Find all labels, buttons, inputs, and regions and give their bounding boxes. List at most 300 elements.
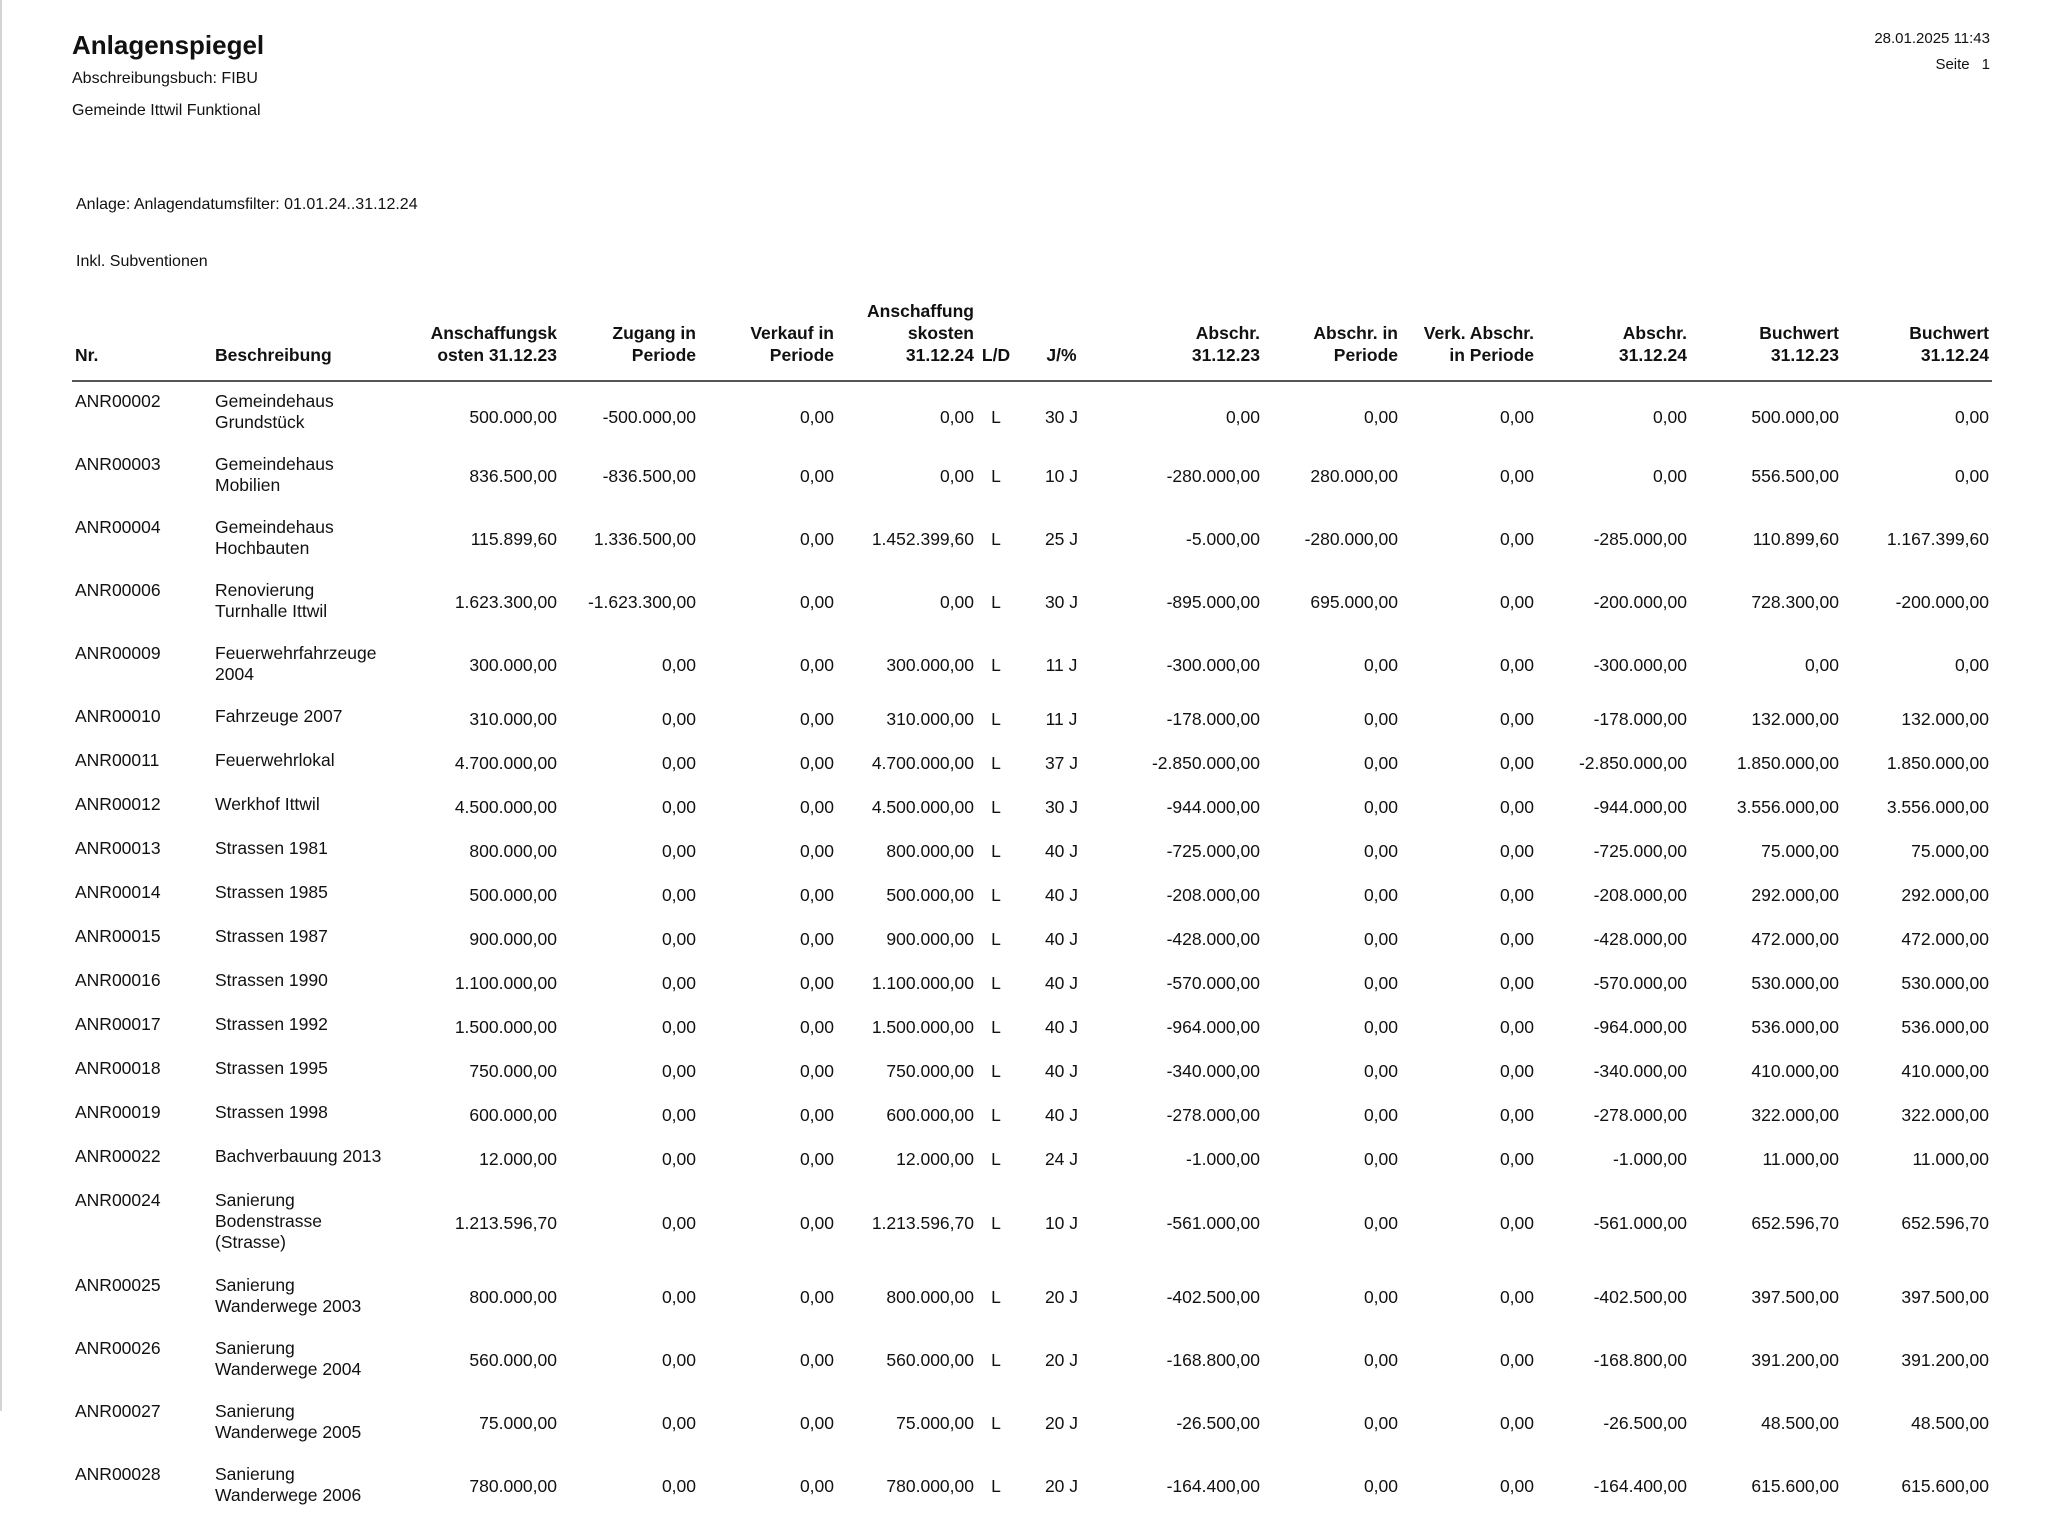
page-indicator bbox=[1923, 56, 1990, 73]
description-line: Sanierung bbox=[215, 1190, 295, 1210]
table-row bbox=[72, 1181, 1992, 1266]
cell-method: L bbox=[991, 708, 1001, 729]
cell-book-value-2024: 397.500,00 bbox=[1901, 1287, 1989, 1307]
cell-nr: ANR00017 bbox=[75, 1014, 161, 1034]
cell-description bbox=[212, 1455, 409, 1518]
cell-description bbox=[212, 1266, 409, 1329]
cell-depr-2024: -200.000,00 bbox=[1593, 592, 1687, 612]
description-line: Renovierung bbox=[215, 580, 315, 600]
cell-book-value-2024: 0,00 bbox=[1954, 466, 1989, 486]
table-row bbox=[72, 1266, 1992, 1329]
description-line: Wanderwege 2004 bbox=[215, 1359, 362, 1379]
description-line: Gemeindehaus bbox=[215, 454, 334, 474]
table-row bbox=[72, 508, 1992, 571]
cell-nr: ANR00014 bbox=[75, 882, 161, 902]
cell-years: 30 J bbox=[1044, 407, 1079, 427]
cell-depr-2024: 0,00 bbox=[1652, 407, 1687, 427]
cell-depr-2023: -164.400,00 bbox=[1166, 1476, 1260, 1496]
cell-disposal-depr: 0,00 bbox=[1499, 1287, 1534, 1307]
cell-nr: ANR00018 bbox=[75, 1058, 161, 1078]
cell-acq-cost-2023: 12.000,00 bbox=[479, 1148, 557, 1169]
description-line: Strassen 1992 bbox=[215, 1014, 328, 1034]
col-header-acq-cost-2023: Anschaffungsk osten 31.12.23 bbox=[409, 300, 560, 381]
cell-disposals: 0,00 bbox=[799, 840, 834, 861]
cell-book-value-2023: 728.300,00 bbox=[1751, 592, 1839, 612]
cell-depr-2023: -340.000,00 bbox=[1166, 1060, 1260, 1081]
cell-additions: 0,00 bbox=[661, 796, 696, 817]
cell-acq-cost-2024: 1.452.399,60 bbox=[871, 529, 974, 549]
cell-acq-cost-2024: 500.000,00 bbox=[886, 884, 974, 905]
cell-description bbox=[212, 1137, 409, 1181]
cell-book-value-2024: 530.000,00 bbox=[1901, 972, 1989, 993]
col-header-book-value-2023: Buchwert 31.12.23 bbox=[1690, 300, 1842, 381]
cell-additions: 0,00 bbox=[661, 972, 696, 993]
cell-depr-2024: -285.000,00 bbox=[1593, 529, 1687, 549]
cell-depr-2023: -895.000,00 bbox=[1166, 592, 1260, 612]
cell-book-value-2023: 75.000,00 bbox=[1761, 840, 1839, 861]
cell-acq-cost-2024: 12.000,00 bbox=[896, 1148, 974, 1169]
cell-description bbox=[212, 873, 409, 917]
cell-book-value-2023: 536.000,00 bbox=[1751, 1016, 1839, 1037]
cell-acq-cost-2023: 500.000,00 bbox=[469, 884, 557, 905]
cell-acq-cost-2024: 900.000,00 bbox=[886, 928, 974, 949]
table-row bbox=[72, 1093, 1992, 1137]
cell-acq-cost-2023: 900.000,00 bbox=[469, 928, 557, 949]
report-title: Anlagenspiegel bbox=[72, 30, 265, 60]
table-row bbox=[72, 381, 1992, 445]
cell-method: L bbox=[991, 529, 1001, 549]
description-line: Strassen 1998 bbox=[215, 1102, 328, 1122]
cell-additions: 0,00 bbox=[661, 1413, 696, 1433]
cell-acq-cost-2023: 500.000,00 bbox=[469, 407, 557, 427]
cell-nr: ANR00009 bbox=[75, 643, 161, 663]
description-line: (Strasse) bbox=[215, 1232, 286, 1252]
cell-depr-period: 0,00 bbox=[1363, 1104, 1398, 1125]
cell-depr-2023: -1.000,00 bbox=[1186, 1148, 1260, 1169]
cell-depr-period: 0,00 bbox=[1363, 928, 1398, 949]
cell-disposals: 0,00 bbox=[799, 655, 834, 675]
cell-acq-cost-2023: 800.000,00 bbox=[469, 840, 557, 861]
cell-depr-period: 0,00 bbox=[1363, 1350, 1398, 1370]
cell-disposal-depr: 0,00 bbox=[1499, 1148, 1534, 1169]
col-header-depr-2024: Abschr. 31.12.24 bbox=[1537, 300, 1690, 381]
cell-depr-2024: -208.000,00 bbox=[1593, 884, 1687, 905]
cell-method: L bbox=[991, 1016, 1001, 1037]
cell-disposals: 0,00 bbox=[799, 1016, 834, 1037]
cell-acq-cost-2023: 4.500.000,00 bbox=[454, 796, 557, 817]
company-name: Gemeinde Ittwil Funktional bbox=[72, 102, 261, 119]
cell-acq-cost-2024: 600.000,00 bbox=[886, 1104, 974, 1125]
cell-nr: ANR00022 bbox=[75, 1146, 161, 1166]
report-datetime: 28.01.2025 11:43 bbox=[1874, 30, 1990, 47]
cell-acq-cost-2024: 0,00 bbox=[939, 466, 974, 486]
col-header-years: J/% bbox=[1015, 300, 1108, 381]
cell-depr-2024: -300.000,00 bbox=[1593, 655, 1687, 675]
cell-disposal-depr: 0,00 bbox=[1499, 884, 1534, 905]
cell-years: 40 J bbox=[1044, 928, 1079, 949]
cell-acq-cost-2023: 1.500.000,00 bbox=[454, 1016, 557, 1037]
cell-description bbox=[212, 1049, 409, 1093]
cell-acq-cost-2023: 836.500,00 bbox=[469, 466, 557, 486]
cell-additions: 0,00 bbox=[661, 884, 696, 905]
cell-acq-cost-2024: 1.500.000,00 bbox=[871, 1016, 974, 1037]
cell-book-value-2024: 3.556.000,00 bbox=[1886, 796, 1989, 817]
cell-book-value-2023: 530.000,00 bbox=[1751, 972, 1839, 993]
cell-disposal-depr: 0,00 bbox=[1499, 1060, 1534, 1081]
table-row bbox=[72, 1392, 1992, 1455]
cell-years: 40 J bbox=[1044, 972, 1079, 993]
cell-book-value-2023: 3.556.000,00 bbox=[1736, 796, 1839, 817]
cell-book-value-2024: 0,00 bbox=[1954, 655, 1989, 675]
cell-additions: -500.000,00 bbox=[602, 407, 696, 427]
table-row bbox=[72, 697, 1992, 741]
cell-depr-2023: -168.800,00 bbox=[1166, 1350, 1260, 1370]
cell-nr: ANR00019 bbox=[75, 1102, 161, 1122]
description-line: Gemeindehaus bbox=[215, 517, 334, 537]
cell-description bbox=[212, 961, 409, 1005]
cell-description bbox=[212, 381, 409, 445]
cell-book-value-2023: 410.000,00 bbox=[1751, 1060, 1839, 1081]
table-row bbox=[72, 917, 1992, 961]
cell-book-value-2023: 322.000,00 bbox=[1751, 1104, 1839, 1125]
cell-disposal-depr: 0,00 bbox=[1499, 592, 1534, 612]
cell-acq-cost-2023: 1.213.596,70 bbox=[454, 1213, 557, 1233]
page-number: 1 bbox=[1981, 56, 1990, 73]
cell-description bbox=[212, 829, 409, 873]
cell-description bbox=[212, 917, 409, 961]
col-header-disposals: Verkauf in Periode bbox=[699, 300, 837, 381]
cell-method: L bbox=[991, 592, 1001, 612]
description-line: Mobilien bbox=[215, 475, 281, 495]
cell-depr-period: 0,00 bbox=[1363, 1476, 1398, 1496]
col-header-additions: Zugang in Periode bbox=[560, 300, 699, 381]
cell-book-value-2023: 391.200,00 bbox=[1751, 1350, 1839, 1370]
cell-depr-2023: -280.000,00 bbox=[1166, 466, 1260, 486]
cell-years: 11 J bbox=[1045, 708, 1078, 729]
description-line: Grundstück bbox=[215, 412, 305, 432]
cell-depr-period: 0,00 bbox=[1363, 884, 1398, 905]
asset-table-body bbox=[72, 381, 1992, 1518]
description-line: Feuerwehrfahrzeuge bbox=[215, 643, 377, 663]
cell-acq-cost-2023: 310.000,00 bbox=[469, 708, 557, 729]
cell-disposal-depr: 0,00 bbox=[1499, 752, 1534, 773]
table-row bbox=[72, 445, 1992, 508]
cell-nr: ANR00013 bbox=[75, 838, 161, 858]
cell-depr-period: 0,00 bbox=[1363, 655, 1398, 675]
cell-depr-period: 0,00 bbox=[1363, 1213, 1398, 1233]
col-header-book-value-2024: Buchwert 31.12.24 bbox=[1842, 300, 1992, 381]
cell-description bbox=[212, 785, 409, 829]
cell-book-value-2024: 48.500,00 bbox=[1911, 1413, 1989, 1433]
cell-disposals: 0,00 bbox=[799, 529, 834, 549]
cell-years: 40 J bbox=[1044, 840, 1079, 861]
table-row bbox=[72, 1137, 1992, 1181]
cell-disposal-depr: 0,00 bbox=[1499, 1016, 1534, 1037]
cell-acq-cost-2024: 0,00 bbox=[939, 592, 974, 612]
cell-method: L bbox=[991, 796, 1001, 817]
cell-years: 24 J bbox=[1044, 1148, 1079, 1169]
col-header-method: L/D bbox=[977, 300, 1015, 381]
description-line: Wanderwege 2005 bbox=[215, 1422, 362, 1442]
cell-method: L bbox=[991, 840, 1001, 861]
cell-book-value-2023: 48.500,00 bbox=[1761, 1413, 1839, 1433]
subsidy-note: Inkl. Subventionen bbox=[76, 253, 208, 270]
cell-disposal-depr: 0,00 bbox=[1499, 796, 1534, 817]
cell-disposal-depr: 0,00 bbox=[1499, 1213, 1534, 1233]
cell-depr-period: 0,00 bbox=[1363, 752, 1398, 773]
cell-depr-2023: -561.000,00 bbox=[1166, 1213, 1260, 1233]
cell-book-value-2023: 132.000,00 bbox=[1751, 708, 1839, 729]
cell-depr-2024: -340.000,00 bbox=[1593, 1060, 1687, 1081]
cell-depr-period: 0,00 bbox=[1363, 407, 1398, 427]
description-line: Feuerwehrlokal bbox=[215, 750, 335, 770]
cell-method: L bbox=[991, 1350, 1001, 1370]
cell-acq-cost-2023: 1.100.000,00 bbox=[454, 972, 557, 993]
cell-acq-cost-2023: 560.000,00 bbox=[469, 1350, 557, 1370]
table-row bbox=[72, 873, 1992, 917]
cell-depr-2023: -570.000,00 bbox=[1166, 972, 1260, 993]
cell-book-value-2023: 292.000,00 bbox=[1751, 884, 1839, 905]
cell-nr: ANR00012 bbox=[75, 794, 161, 814]
cell-additions: 0,00 bbox=[661, 1476, 696, 1496]
cell-acq-cost-2024: 780.000,00 bbox=[886, 1476, 974, 1496]
cell-book-value-2024: 132.000,00 bbox=[1901, 708, 1989, 729]
cell-nr: ANR00015 bbox=[75, 926, 161, 946]
cell-disposals: 0,00 bbox=[799, 1060, 834, 1081]
cell-disposal-depr: 0,00 bbox=[1499, 1104, 1534, 1125]
cell-acq-cost-2024: 1.213.596,70 bbox=[871, 1213, 974, 1233]
cell-additions: 1.336.500,00 bbox=[593, 529, 696, 549]
table-row bbox=[72, 634, 1992, 697]
table-row bbox=[72, 961, 1992, 1005]
description-line: Wanderwege 2006 bbox=[215, 1485, 362, 1505]
cell-depr-period: 0,00 bbox=[1363, 708, 1398, 729]
cell-years: 40 J bbox=[1044, 1016, 1079, 1037]
cell-nr: ANR00028 bbox=[75, 1464, 161, 1484]
cell-depr-period: 0,00 bbox=[1363, 1016, 1398, 1037]
cell-depr-period: 695.000,00 bbox=[1310, 592, 1398, 612]
cell-disposal-depr: 0,00 bbox=[1499, 928, 1534, 949]
cell-additions: 0,00 bbox=[661, 752, 696, 773]
cell-book-value-2024: 410.000,00 bbox=[1901, 1060, 1989, 1081]
cell-method: L bbox=[991, 655, 1001, 675]
cell-disposals: 0,00 bbox=[799, 407, 834, 427]
description-line: Strassen 1985 bbox=[215, 882, 328, 902]
cell-method: L bbox=[991, 466, 1001, 486]
cell-description bbox=[212, 571, 409, 634]
cell-years: 20 J bbox=[1044, 1287, 1079, 1307]
cell-acq-cost-2023: 600.000,00 bbox=[469, 1104, 557, 1125]
cell-disposals: 0,00 bbox=[799, 466, 834, 486]
table-row bbox=[72, 1329, 1992, 1392]
cell-book-value-2024: 472.000,00 bbox=[1901, 928, 1989, 949]
cell-method: L bbox=[991, 1287, 1001, 1307]
cell-additions: 0,00 bbox=[661, 1350, 696, 1370]
cell-depr-2024: -1.000,00 bbox=[1613, 1148, 1687, 1169]
cell-book-value-2023: 500.000,00 bbox=[1751, 407, 1839, 427]
cell-additions: 0,00 bbox=[661, 708, 696, 729]
cell-depr-2023: -278.000,00 bbox=[1166, 1104, 1260, 1125]
cell-depr-2023: -300.000,00 bbox=[1166, 655, 1260, 675]
description-line: 2004 bbox=[215, 664, 254, 684]
table-row bbox=[72, 1455, 1992, 1518]
cell-acq-cost-2023: 750.000,00 bbox=[469, 1060, 557, 1081]
cell-additions: 0,00 bbox=[661, 1213, 696, 1233]
header-row bbox=[72, 300, 1992, 381]
cell-years: 11 J bbox=[1045, 655, 1078, 675]
page-label: Seite bbox=[1935, 56, 1970, 73]
cell-years: 10 J bbox=[1044, 1213, 1079, 1233]
cell-book-value-2024: 1.850.000,00 bbox=[1886, 752, 1989, 773]
description-line: Sanierung bbox=[215, 1275, 295, 1295]
cell-disposal-depr: 0,00 bbox=[1499, 529, 1534, 549]
cell-description bbox=[212, 1005, 409, 1049]
cell-acq-cost-2024: 75.000,00 bbox=[896, 1413, 974, 1433]
cell-nr: ANR00004 bbox=[75, 517, 161, 537]
cell-acq-cost-2024: 4.500.000,00 bbox=[871, 796, 974, 817]
cell-additions: 0,00 bbox=[661, 928, 696, 949]
col-header-acq-cost-2024: Anschaffung skosten 31.12.24 bbox=[837, 300, 977, 381]
cell-acq-cost-2024: 1.100.000,00 bbox=[871, 972, 974, 993]
cell-depr-2023: -402.500,00 bbox=[1166, 1287, 1260, 1307]
cell-depr-period: 0,00 bbox=[1363, 840, 1398, 861]
cell-disposal-depr: 0,00 bbox=[1499, 1476, 1534, 1496]
cell-disposals: 0,00 bbox=[799, 1287, 834, 1307]
table-row bbox=[72, 571, 1992, 634]
cell-disposal-depr: 0,00 bbox=[1499, 655, 1534, 675]
cell-method: L bbox=[991, 1060, 1001, 1081]
cell-book-value-2024: 292.000,00 bbox=[1901, 884, 1989, 905]
cell-method: L bbox=[991, 1413, 1001, 1433]
cell-depr-2023: -944.000,00 bbox=[1166, 796, 1260, 817]
description-line: Bachverbauung 2013 bbox=[215, 1146, 382, 1166]
cell-description bbox=[212, 1093, 409, 1137]
cell-disposal-depr: 0,00 bbox=[1499, 1413, 1534, 1433]
cell-book-value-2023: 1.850.000,00 bbox=[1736, 752, 1839, 773]
cell-book-value-2024: 75.000,00 bbox=[1911, 840, 1989, 861]
cell-disposal-depr: 0,00 bbox=[1499, 466, 1534, 486]
cell-additions: 0,00 bbox=[661, 1148, 696, 1169]
cell-book-value-2024: 391.200,00 bbox=[1901, 1350, 1989, 1370]
asset-table bbox=[72, 300, 1992, 1518]
description-line: Strassen 1990 bbox=[215, 970, 328, 990]
cell-description bbox=[212, 697, 409, 741]
cell-disposals: 0,00 bbox=[799, 1148, 834, 1169]
cell-disposal-depr: 0,00 bbox=[1499, 840, 1534, 861]
description-line: Fahrzeuge 2007 bbox=[215, 706, 343, 726]
cell-depr-2024: -178.000,00 bbox=[1593, 708, 1687, 729]
cell-acq-cost-2024: 750.000,00 bbox=[886, 1060, 974, 1081]
cell-years: 20 J bbox=[1044, 1413, 1079, 1433]
cell-book-value-2024: 1.167.399,60 bbox=[1886, 529, 1989, 549]
table-row bbox=[72, 1049, 1992, 1093]
cell-book-value-2023: 615.600,00 bbox=[1751, 1476, 1839, 1496]
cell-additions: 0,00 bbox=[661, 840, 696, 861]
cell-acq-cost-2023: 115.899,60 bbox=[470, 529, 557, 549]
description-line: Sanierung bbox=[215, 1338, 295, 1358]
cell-depr-2023: -964.000,00 bbox=[1166, 1016, 1260, 1037]
cell-acq-cost-2023: 300.000,00 bbox=[469, 655, 557, 675]
cell-description bbox=[212, 508, 409, 571]
cell-method: L bbox=[991, 407, 1001, 427]
cell-years: 30 J bbox=[1044, 592, 1079, 612]
col-header-disposal-depr: Verk. Abschr. in Periode bbox=[1401, 300, 1537, 381]
table-row bbox=[72, 1005, 1992, 1049]
cell-depr-period: -280.000,00 bbox=[1304, 529, 1398, 549]
cell-nr: ANR00006 bbox=[75, 580, 161, 600]
col-header-depr-2023: Abschr. 31.12.23 bbox=[1108, 300, 1263, 381]
cell-acq-cost-2023: 75.000,00 bbox=[479, 1413, 557, 1433]
cell-depr-2024: -561.000,00 bbox=[1593, 1213, 1687, 1233]
cell-depr-period: 0,00 bbox=[1363, 1287, 1398, 1307]
cell-description bbox=[212, 741, 409, 785]
cell-acq-cost-2023: 800.000,00 bbox=[469, 1287, 557, 1307]
cell-book-value-2024: 322.000,00 bbox=[1901, 1104, 1989, 1125]
cell-depr-2024: -570.000,00 bbox=[1593, 972, 1687, 993]
cell-disposals: 0,00 bbox=[799, 592, 834, 612]
description-line: Sanierung bbox=[215, 1464, 295, 1484]
cell-nr: ANR00025 bbox=[75, 1275, 161, 1295]
cell-depr-2024: -278.000,00 bbox=[1593, 1104, 1687, 1125]
cell-additions: 0,00 bbox=[661, 1104, 696, 1125]
cell-book-value-2023: 472.000,00 bbox=[1751, 928, 1839, 949]
description-line: Werkhof Ittwil bbox=[215, 794, 320, 814]
cell-depr-2023: -725.000,00 bbox=[1166, 840, 1260, 861]
cell-disposals: 0,00 bbox=[799, 1476, 834, 1496]
cell-additions: 0,00 bbox=[661, 1287, 696, 1307]
col-header-description: Beschreibung bbox=[212, 300, 409, 381]
cell-disposals: 0,00 bbox=[799, 708, 834, 729]
description-line: Turnhalle Ittwil bbox=[215, 601, 328, 621]
cell-disposals: 0,00 bbox=[799, 796, 834, 817]
cell-method: L bbox=[991, 1148, 1001, 1169]
cell-years: 40 J bbox=[1044, 1104, 1079, 1125]
cell-years: 20 J bbox=[1044, 1350, 1079, 1370]
cell-disposals: 0,00 bbox=[799, 752, 834, 773]
cell-book-value-2024: 652.596,70 bbox=[1901, 1213, 1989, 1233]
cell-nr: ANR00026 bbox=[75, 1338, 161, 1358]
cell-disposal-depr: 0,00 bbox=[1499, 1350, 1534, 1370]
cell-depr-2023: -208.000,00 bbox=[1166, 884, 1260, 905]
cell-nr: ANR00002 bbox=[75, 391, 161, 411]
cell-book-value-2024: -200.000,00 bbox=[1895, 592, 1989, 612]
cell-acq-cost-2024: 0,00 bbox=[939, 407, 974, 427]
cell-book-value-2023: 0,00 bbox=[1804, 655, 1839, 675]
cell-depr-2024: -725.000,00 bbox=[1593, 840, 1687, 861]
cell-acq-cost-2024: 4.700.000,00 bbox=[871, 752, 974, 773]
cell-years: 37 J bbox=[1044, 752, 1079, 773]
cell-depr-2024: -26.500,00 bbox=[1603, 1413, 1687, 1433]
cell-additions: 0,00 bbox=[661, 1060, 696, 1081]
description-line: Bodenstrasse bbox=[215, 1211, 323, 1231]
description-line: Wanderwege 2003 bbox=[215, 1296, 362, 1316]
table-row bbox=[72, 829, 1992, 873]
cell-book-value-2024: 615.600,00 bbox=[1901, 1476, 1989, 1496]
cell-years: 40 J bbox=[1044, 1060, 1079, 1081]
cell-book-value-2023: 397.500,00 bbox=[1751, 1287, 1839, 1307]
cell-acq-cost-2024: 310.000,00 bbox=[886, 708, 974, 729]
cell-depr-period: 0,00 bbox=[1363, 1148, 1398, 1169]
cell-disposals: 0,00 bbox=[799, 1104, 834, 1125]
cell-depr-2024: -2.850.000,00 bbox=[1578, 752, 1687, 773]
cell-disposals: 0,00 bbox=[799, 884, 834, 905]
cell-book-value-2023: 110.899,60 bbox=[1752, 529, 1839, 549]
cell-depr-2023: -26.500,00 bbox=[1176, 1413, 1260, 1433]
cell-acq-cost-2023: 4.700.000,00 bbox=[454, 752, 557, 773]
cell-additions: -836.500,00 bbox=[602, 466, 696, 486]
col-header-nr: Nr. bbox=[72, 300, 212, 381]
cell-depr-period: 0,00 bbox=[1363, 796, 1398, 817]
